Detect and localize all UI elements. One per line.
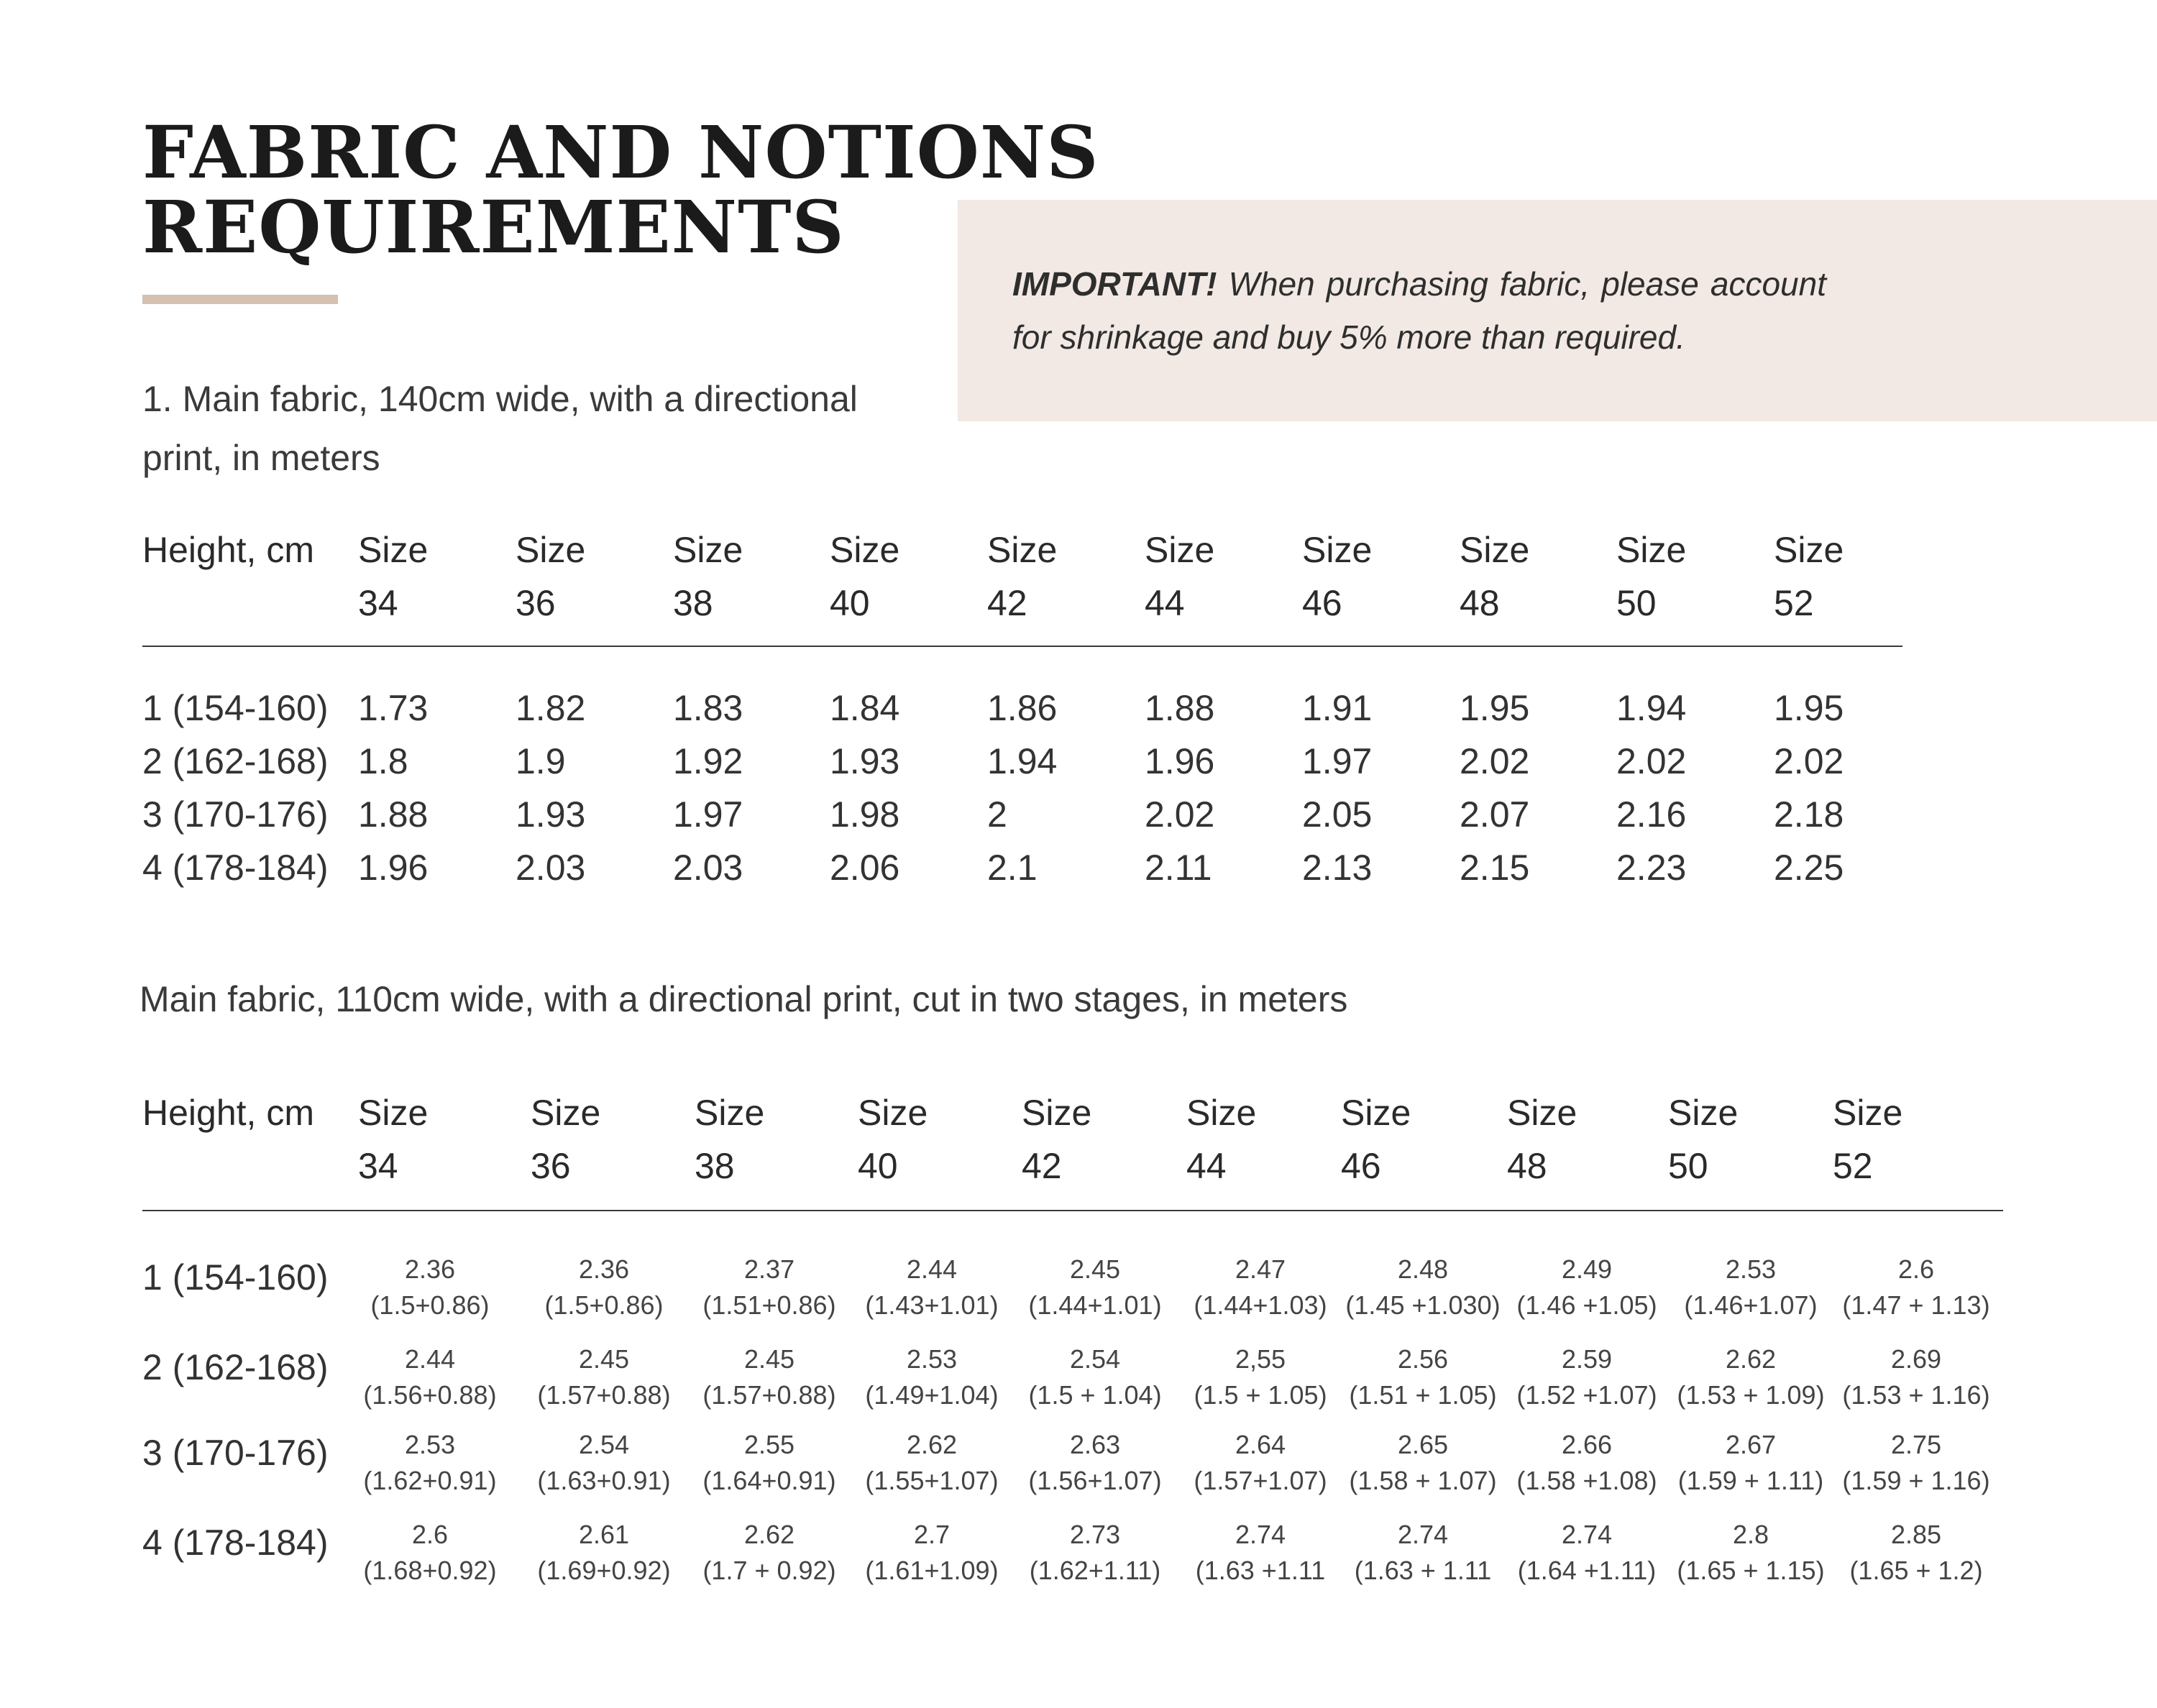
cell-total: 2.36 xyxy=(578,1254,630,1284)
table2-cell xyxy=(1174,1252,1347,1324)
size-number: 34 xyxy=(358,1146,398,1186)
table2-cell xyxy=(344,1428,516,1500)
table1-cell: 2.23 xyxy=(1616,848,1687,888)
table2-cell xyxy=(683,1428,856,1500)
cell-split: (1.68+0.92) xyxy=(363,1556,497,1585)
table1-caption-line1: 1. Main fabric, 140cm wide, with a directional xyxy=(142,379,858,419)
table2-cell xyxy=(344,1252,516,1324)
cell-split: (1.45 +1.030) xyxy=(1345,1290,1501,1320)
size-word: Size xyxy=(1616,530,1687,570)
cell-split: (1.47 + 1.13) xyxy=(1842,1290,1990,1320)
cell-split: (1.56+0.88) xyxy=(363,1380,497,1410)
cell-total: 2.45 xyxy=(1069,1254,1121,1284)
cell-split: (1.44+1.03) xyxy=(1194,1290,1327,1320)
cell-split: (1.57+1.07) xyxy=(1194,1466,1327,1495)
row-height-label: 4 (178-184) xyxy=(142,848,329,888)
table2-cell xyxy=(1830,1342,2002,1414)
table1-cell: 1.83 xyxy=(673,688,743,728)
size-number: 48 xyxy=(1460,583,1500,623)
cell-total: 2.55 xyxy=(743,1430,795,1459)
cell-split: (1.56+1.07) xyxy=(1028,1466,1162,1495)
size-word: Size xyxy=(1507,1093,1577,1133)
cell-total: 2.44 xyxy=(404,1344,456,1374)
page-title xyxy=(142,110,1099,270)
table2-cell xyxy=(344,1518,516,1589)
table1-cell: 1.8 xyxy=(358,741,408,781)
table2-cell xyxy=(683,1342,856,1414)
cell-split: (1.59 + 1.16) xyxy=(1842,1466,1990,1495)
table1-size-header xyxy=(673,523,743,630)
size-number: 42 xyxy=(987,583,1027,623)
table2-cell xyxy=(846,1428,1018,1500)
table1-cell: 2.05 xyxy=(1302,794,1373,835)
table1-cell: 1.95 xyxy=(1460,688,1530,728)
table1-cell: 1.73 xyxy=(358,688,429,728)
table1-cell: 1.82 xyxy=(516,688,586,728)
size-word: Size xyxy=(1022,1093,1092,1133)
table1-cell: 2.11 xyxy=(1145,848,1212,888)
cell-total: 2.37 xyxy=(743,1254,795,1284)
table2-header-rule xyxy=(142,1210,2003,1211)
table1-size-header xyxy=(1145,523,1214,630)
table2-cell xyxy=(1501,1428,1673,1500)
table2-cell xyxy=(1009,1428,1181,1500)
table1-cell: 2.02 xyxy=(1774,741,1844,781)
row-height-label: 3 (170-176) xyxy=(142,794,329,835)
important-notice-box xyxy=(958,200,2157,421)
row-height-label: 2 (162-168) xyxy=(142,1347,329,1387)
size-number: 38 xyxy=(695,1146,735,1186)
table2-cell xyxy=(1009,1252,1181,1324)
table1-cell: 1.9 xyxy=(516,741,566,781)
cell-total: 2.63 xyxy=(1069,1430,1121,1459)
size-word: Size xyxy=(358,530,429,570)
size-number: 50 xyxy=(1616,583,1657,623)
cell-split: (1.64+0.91) xyxy=(702,1466,836,1495)
table1-cell: 2.02 xyxy=(1145,794,1215,835)
size-number: 48 xyxy=(1507,1146,1547,1186)
table1-cell: 2.07 xyxy=(1460,794,1530,835)
cell-split: (1.52 +1.07) xyxy=(1516,1380,1657,1410)
cell-split: (1.46+1.07) xyxy=(1684,1290,1818,1320)
cell-split: (1.57+0.88) xyxy=(537,1380,671,1410)
size-word: Size xyxy=(1302,530,1373,570)
size-word: Size xyxy=(1145,530,1215,570)
size-number: 44 xyxy=(1186,1146,1227,1186)
cell-total: 2.74 xyxy=(1397,1520,1449,1549)
table2-cell xyxy=(1664,1342,1837,1414)
cell-total: 2.85 xyxy=(1890,1520,1942,1549)
cell-split: (1.5+0.86) xyxy=(544,1290,664,1320)
table1-cell: 1.96 xyxy=(1145,741,1215,781)
cell-total: 2.67 xyxy=(1725,1430,1777,1459)
table2-cell xyxy=(518,1518,690,1589)
table2-cell xyxy=(1337,1252,1509,1324)
cell-split: (1.44+1.01) xyxy=(1028,1290,1162,1320)
row-height-label: 1 (154-160) xyxy=(142,1257,329,1298)
cell-split: (1.58 + 1.07) xyxy=(1349,1466,1497,1495)
cell-split: (1.58 +1.08) xyxy=(1516,1466,1657,1495)
cell-split: (1.61+1.09) xyxy=(865,1556,999,1585)
cell-split: (1.55+1.07) xyxy=(865,1466,999,1495)
table1-size-header xyxy=(516,523,585,630)
size-number: 44 xyxy=(1145,583,1185,623)
size-word: Size xyxy=(1341,1093,1411,1133)
table1-height-header: Height, cm xyxy=(142,530,314,570)
cell-total: 2.74 xyxy=(1235,1520,1286,1549)
table2-cell xyxy=(1337,1518,1509,1589)
table1-cell: 2.1 xyxy=(987,848,1038,888)
table1-size-header xyxy=(1302,523,1372,630)
size-word: Size xyxy=(1186,1093,1257,1133)
cell-split: (1.5 + 1.04) xyxy=(1028,1380,1162,1410)
size-word: Size xyxy=(531,1093,601,1133)
table1-cell: 2.02 xyxy=(1616,741,1687,781)
cell-total: 2.65 xyxy=(1397,1430,1449,1459)
size-number: 36 xyxy=(516,583,556,623)
cell-total: 2.36 xyxy=(404,1254,456,1284)
size-word: Size xyxy=(1668,1093,1739,1133)
table2-height-header: Height, cm xyxy=(142,1093,314,1133)
row-height-label: 1 (154-160) xyxy=(142,688,329,728)
table2-cell xyxy=(846,1342,1018,1414)
cell-split: (1.62+1.11) xyxy=(1029,1556,1161,1585)
table1-caption xyxy=(142,369,858,487)
cell-split: (1.63 + 1.11 xyxy=(1354,1556,1492,1585)
cell-split: (1.5 + 1.05) xyxy=(1194,1380,1327,1410)
table2-cell xyxy=(683,1518,856,1589)
cell-split: (1.53 + 1.09) xyxy=(1677,1380,1825,1410)
cell-total: 2.53 xyxy=(1725,1254,1777,1284)
table1-header-rule xyxy=(142,646,1902,647)
table2-cell xyxy=(1830,1428,2002,1500)
cell-total: 2.48 xyxy=(1397,1254,1449,1284)
cell-total: 2.54 xyxy=(578,1430,630,1459)
cell-split: (1.65 + 1.2) xyxy=(1849,1556,1983,1585)
cell-split: (1.63 +1.11 xyxy=(1195,1556,1326,1585)
cell-split: (1.5+0.86) xyxy=(370,1290,490,1320)
table1-size-header xyxy=(987,523,1057,630)
table1-cell: 2.18 xyxy=(1774,794,1844,835)
notice-body: When purchasing fabric, please account for shrinkage and buy 5% more than required. xyxy=(1012,265,1826,356)
table1-size-header xyxy=(1460,523,1529,630)
table2-cell xyxy=(518,1342,690,1414)
table1-cell: 1.91 xyxy=(1302,688,1373,728)
size-number: 52 xyxy=(1774,583,1814,623)
size-word: Size xyxy=(695,1093,765,1133)
cell-total: 2.45 xyxy=(578,1344,630,1374)
size-number: 52 xyxy=(1833,1146,1873,1186)
cell-split: (1.65 + 1.15) xyxy=(1677,1556,1825,1585)
size-number: 50 xyxy=(1668,1146,1708,1186)
cell-total: 2.73 xyxy=(1069,1520,1121,1549)
table1-cell: 2.25 xyxy=(1774,848,1844,888)
table1-cell: 2.03 xyxy=(673,848,743,888)
table2-cell xyxy=(1501,1342,1673,1414)
table1-cell: 2.16 xyxy=(1616,794,1687,835)
cell-total: 2.56 xyxy=(1397,1344,1449,1374)
table2-cell xyxy=(846,1518,1018,1589)
cell-total: 2.61 xyxy=(578,1520,630,1549)
cell-split: (1.51+0.86) xyxy=(702,1290,836,1320)
table2-size-header xyxy=(1022,1086,1091,1193)
cell-total: 2.62 xyxy=(906,1430,958,1459)
table2-cell xyxy=(1664,1518,1837,1589)
table2-size-header xyxy=(858,1086,928,1193)
table2-cell xyxy=(1009,1518,1181,1589)
size-word: Size xyxy=(516,530,586,570)
table2-cell xyxy=(344,1342,516,1414)
size-number: 42 xyxy=(1022,1146,1062,1186)
table2-cell xyxy=(1664,1428,1837,1500)
row-height-label: 3 (170-176) xyxy=(142,1433,329,1473)
cell-split: (1.62+0.91) xyxy=(363,1466,497,1495)
cell-split: (1.69+0.92) xyxy=(537,1556,671,1585)
table2-size-header xyxy=(1833,1086,1902,1193)
size-number: 34 xyxy=(358,583,398,623)
important-notice-text xyxy=(1012,257,1826,364)
table2-size-header xyxy=(695,1086,764,1193)
cell-total: 2.53 xyxy=(906,1344,958,1374)
table1-size-header xyxy=(830,523,899,630)
cell-total: 2.59 xyxy=(1561,1344,1613,1374)
table1-cell: 1.93 xyxy=(516,794,586,835)
cell-split: (1.51 + 1.05) xyxy=(1349,1380,1497,1410)
table1-cell: 2.03 xyxy=(516,848,586,888)
table1-cell: 1.92 xyxy=(673,741,743,781)
cell-split: (1.59 + 1.11) xyxy=(1677,1466,1824,1495)
table2-cell xyxy=(1830,1252,2002,1324)
table1-cell: 1.94 xyxy=(987,741,1058,781)
cell-total: 2.49 xyxy=(1561,1254,1613,1284)
size-word: Size xyxy=(1833,1093,1903,1133)
table1-cell: 2.13 xyxy=(1302,848,1373,888)
table1-size-header xyxy=(1616,523,1686,630)
cell-total: 2.62 xyxy=(743,1520,795,1549)
size-word: Size xyxy=(1774,530,1844,570)
cell-total: 2.53 xyxy=(404,1430,456,1459)
cell-split: (1.49+1.04) xyxy=(865,1380,999,1410)
size-word: Size xyxy=(858,1093,928,1133)
cell-total: 2.6 xyxy=(1897,1254,1935,1284)
table1-cell: 1.93 xyxy=(830,741,900,781)
table2-caption: Main fabric, 110cm wide, with a directional print, cut in two stages, in meters xyxy=(139,979,1348,1019)
size-number: 36 xyxy=(531,1146,571,1186)
size-word: Size xyxy=(987,530,1058,570)
important-label: IMPORTANT! xyxy=(1012,265,1217,303)
cell-total: 2.66 xyxy=(1561,1430,1613,1459)
table2-cell xyxy=(1501,1252,1673,1324)
table2-cell xyxy=(1501,1518,1673,1589)
size-word: Size xyxy=(1460,530,1530,570)
size-number: 46 xyxy=(1341,1146,1381,1186)
page-title-line1: FABRIC AND NOTIONS xyxy=(142,110,1099,195)
table2-size-header xyxy=(358,1086,428,1193)
table2-cell xyxy=(1174,1342,1347,1414)
cell-total: 2.54 xyxy=(1069,1344,1121,1374)
cell-total: 2.6 xyxy=(411,1520,449,1549)
table2-cell xyxy=(1830,1518,2002,1589)
cell-total: 2.45 xyxy=(743,1344,795,1374)
table1-cell: 1.86 xyxy=(987,688,1058,728)
table2-cell xyxy=(683,1252,856,1324)
table1-cell: 2.15 xyxy=(1460,848,1530,888)
table1-cell: 1.98 xyxy=(830,794,900,835)
table1-cell: 1.88 xyxy=(358,794,429,835)
table1-size-header xyxy=(1774,523,1844,630)
table2-cell xyxy=(1174,1428,1347,1500)
table1-cell: 1.97 xyxy=(673,794,743,835)
cell-split: (1.46 +1.05) xyxy=(1516,1290,1657,1320)
size-number: 46 xyxy=(1302,583,1342,623)
table1-cell: 2 xyxy=(987,794,1007,835)
cell-split: (1.63+0.91) xyxy=(537,1466,671,1495)
page-title-line2: REQUIREMENTS xyxy=(142,185,845,270)
cell-total: 2.64 xyxy=(1235,1430,1286,1459)
size-word: Size xyxy=(673,530,743,570)
title-accent-bar xyxy=(142,295,338,304)
cell-split: (1.64 +1.11) xyxy=(1517,1556,1657,1585)
table1-size-header xyxy=(358,523,428,630)
cell-split: (1.43+1.01) xyxy=(865,1290,999,1320)
table2-cell xyxy=(518,1428,690,1500)
table2-size-header xyxy=(1186,1086,1256,1193)
table1-cell: 1.84 xyxy=(830,688,900,728)
cell-split: (1.7 + 0.92) xyxy=(702,1556,836,1585)
size-word: Size xyxy=(830,530,900,570)
table1-cell: 2.02 xyxy=(1460,741,1530,781)
table1-cell: 2.06 xyxy=(830,848,900,888)
table2-cell xyxy=(518,1252,690,1324)
cell-split: (1.53 + 1.16) xyxy=(1842,1380,1990,1410)
cell-total: 2.75 xyxy=(1890,1430,1942,1459)
table2-cell xyxy=(1009,1342,1181,1414)
size-word: Size xyxy=(358,1093,429,1133)
table2-cell xyxy=(1664,1252,1837,1324)
table2-size-header xyxy=(531,1086,600,1193)
cell-total: 2,55 xyxy=(1235,1344,1286,1374)
table2-cell xyxy=(1337,1342,1509,1414)
table2-cell xyxy=(1337,1428,1509,1500)
size-number: 38 xyxy=(673,583,713,623)
size-number: 40 xyxy=(830,583,870,623)
table1-caption-line2: print, in meters xyxy=(142,438,380,478)
table2-size-header xyxy=(1668,1086,1738,1193)
table1-cell: 1.97 xyxy=(1302,741,1373,781)
table2-size-header xyxy=(1507,1086,1577,1193)
table1-cell: 1.96 xyxy=(358,848,429,888)
table1-cell: 1.88 xyxy=(1145,688,1215,728)
cell-total: 2.44 xyxy=(906,1254,958,1284)
cell-total: 2.47 xyxy=(1235,1254,1286,1284)
size-number: 40 xyxy=(858,1146,898,1186)
cell-total: 2.8 xyxy=(1732,1520,1769,1549)
table1-cell: 1.95 xyxy=(1774,688,1844,728)
cell-split: (1.57+0.88) xyxy=(702,1380,836,1410)
table2-cell xyxy=(846,1252,1018,1324)
table1-cell: 1.94 xyxy=(1616,688,1687,728)
table2-size-header xyxy=(1341,1086,1411,1193)
cell-total: 2.69 xyxy=(1890,1344,1942,1374)
row-height-label: 4 (178-184) xyxy=(142,1523,329,1563)
table2-cell xyxy=(1174,1518,1347,1589)
cell-total: 2.74 xyxy=(1561,1520,1613,1549)
cell-total: 2.7 xyxy=(913,1520,951,1549)
row-height-label: 2 (162-168) xyxy=(142,741,329,781)
cell-total: 2.62 xyxy=(1725,1344,1777,1374)
